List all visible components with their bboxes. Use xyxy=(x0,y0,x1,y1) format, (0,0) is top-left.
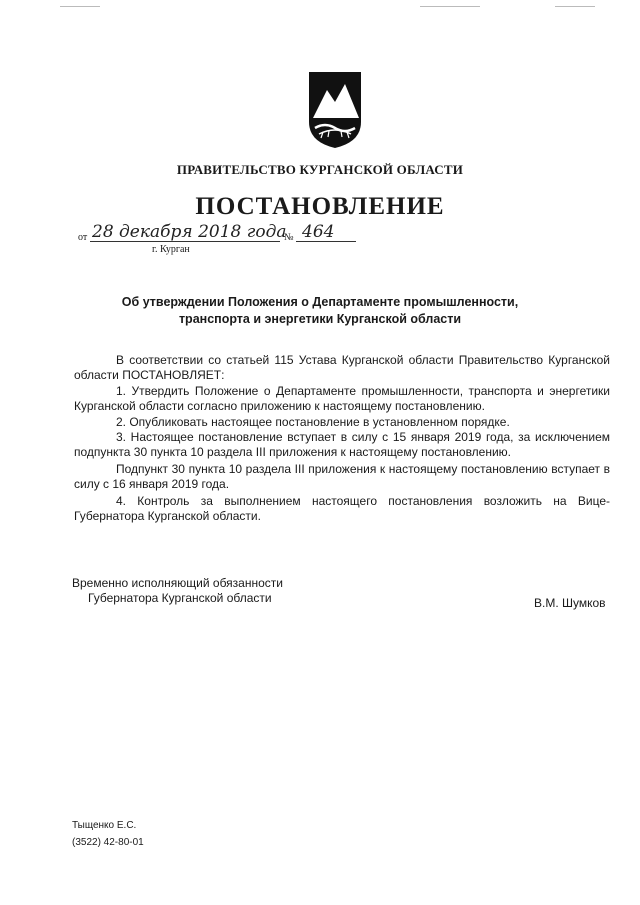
body-paragraph: 4. Контроль за выполнением настоящего постановления возложить на Вице-Губернатора Курганской области. xyxy=(74,493,610,524)
subject-line: Об утверждении Положения о Департаменте промышленности, xyxy=(121,295,519,309)
scan-artifact xyxy=(420,6,480,7)
number-label: № xyxy=(284,232,294,243)
subject-line: транспорта и энергетики Курганской области xyxy=(178,312,462,326)
body-paragraph: 3. Настоящее постановление вступает в силу с 15 января 2019 года, за исключением подпункта 30 пункта 10 раздела III приложения к настоящему постановлению. xyxy=(74,430,610,460)
city-label: г. Курган xyxy=(152,244,190,255)
number-underline xyxy=(296,241,356,242)
body-paragraph: В соответствии со статьей 115 Устава Курганской области Правительство Курганской области ПОСТАНОВЛЯЕТ: xyxy=(74,353,610,383)
scan-artifact xyxy=(60,6,100,7)
executor-phone: (3522) 42-80-01 xyxy=(72,837,144,848)
scan-artifact xyxy=(555,6,595,7)
body-paragraph: 2. Опубликовать настоящее постановление в установленном порядке. xyxy=(116,414,510,429)
executor-name: Тыщенко Е.С. xyxy=(72,820,137,831)
signatory-position-line2: Губернатора Курганской области xyxy=(88,591,272,605)
date-number-line xyxy=(78,222,378,258)
executor-info xyxy=(72,817,144,851)
signatory-position-line1: Временно исполняющий обязанности xyxy=(72,576,283,590)
document-body xyxy=(74,353,610,524)
body-paragraph: Подпункт 30 пункта 10 раздела III приложения к настоящему постановлению вступает в силу с 16 января 2019 года. xyxy=(74,461,610,492)
document-title: ПОСТАНОВЛЕНИЕ xyxy=(195,193,445,220)
body-paragraph: 1. Утвердить Положение о Департаменте промышленности, транспорта и энергетики Курганской области согласно приложению к настоящему постановлению. xyxy=(74,383,610,414)
date-underline xyxy=(90,241,280,242)
document-subject xyxy=(80,294,560,328)
handwritten-number: 464 xyxy=(302,222,335,242)
signatory-name: В.М. Шумков xyxy=(534,596,606,610)
from-label: от xyxy=(78,232,88,243)
handwritten-date: 28 декабря 2018 года xyxy=(92,222,287,242)
coat-of-arms-emblem xyxy=(305,70,365,150)
government-heading: ПРАВИТЕЛЬСТВО КУРГАНСКОЙ ОБЛАСТИ xyxy=(176,162,464,177)
